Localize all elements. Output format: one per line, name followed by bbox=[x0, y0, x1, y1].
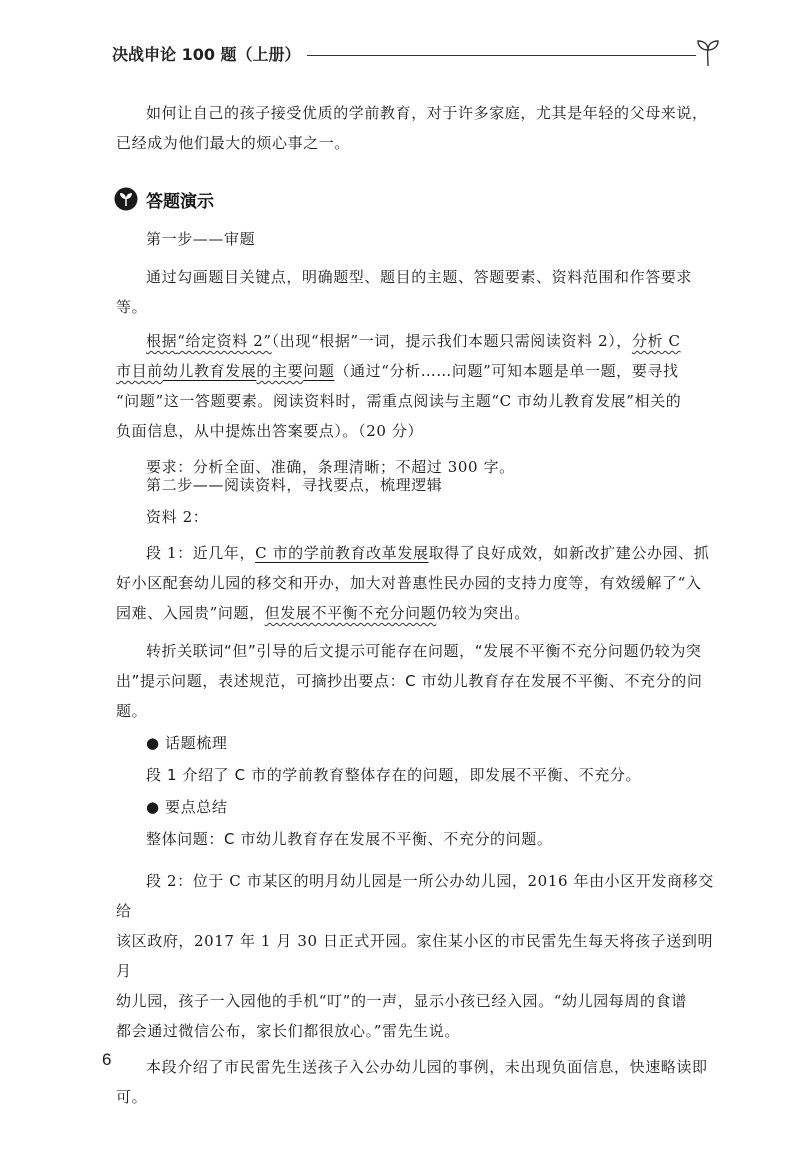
segment2-line: 该区政府，2017 年 1 月 30 日正式开园。家住某小区的市民雷先生每天将孩子送到明月 bbox=[116, 932, 714, 980]
summary-heading: ● 要点总结 bbox=[146, 798, 228, 816]
section-heading bbox=[114, 186, 214, 212]
material-label: 资料 2： bbox=[146, 508, 209, 526]
step1-heading: 第一步——审题 bbox=[146, 230, 256, 248]
keyword-material: “给定资料 2” bbox=[177, 332, 272, 350]
page-number: 6 bbox=[102, 1050, 112, 1069]
step1-line: 负面信息，从中提炼出答案要点）。（20 分） bbox=[116, 422, 424, 440]
annotation-note: （通过“分析……问题”可知本题是单一题，要寻找 bbox=[334, 362, 679, 380]
segment1-line bbox=[116, 598, 718, 628]
keyword-problem: 问题 bbox=[303, 362, 335, 380]
segment2-line: 幼儿园，孩子一入园他的手机“叮”的一声，显示小孩已经入园。“幼儿园每周的食谱 bbox=[116, 992, 687, 1010]
segment2-line: 都会通过微信公布，家长们都很放心。”雷先生说。 bbox=[116, 1022, 460, 1040]
intro-line: 如何让自己的孩子接受优质的学前教育，对于许多家庭，尤其是年轻的父母来说， bbox=[146, 104, 708, 122]
book-title: 决战申论 100 题（上册） bbox=[112, 42, 307, 65]
step1-paragraph: 通过勾画题目关键点，明确题型、题目的主题、答题要素、资料范围和作答要求等。 bbox=[116, 268, 693, 316]
segment1-keyword: 但发展不平衡不充分问题 bbox=[264, 604, 437, 622]
segment1-text: 仍较为突出。 bbox=[436, 604, 530, 622]
section-title: 答题演示 bbox=[146, 191, 214, 212]
running-header bbox=[112, 38, 722, 70]
topic-text: 段 1 介绍了 C 市的学前教育整体存在的问题，即发展不平衡、不充分。 bbox=[146, 766, 642, 784]
annotation-note: （出现“根据”一词，提示我们本题只需阅读资料 2）， bbox=[271, 332, 632, 350]
segment2-analysis: 本段介绍了市民雷先生送孩子入公办幼儿园的事例，未出现负面信息，快速略读即可。 bbox=[116, 1058, 708, 1106]
step2-block bbox=[116, 470, 718, 1112]
keyword-basis: 根据 bbox=[146, 332, 178, 350]
keyword-analyze: 分析 C bbox=[631, 332, 681, 350]
step1-block bbox=[116, 224, 718, 482]
intro-paragraph bbox=[116, 98, 718, 158]
segment1-line bbox=[116, 538, 718, 568]
step1-line: “问题”这一答题要素。阅读资料时，需重点阅读与主题“C 市幼儿教育发展”相关的 bbox=[116, 392, 682, 410]
segment2-line: 段 2：位于 C 市某区的明月幼儿园是一所公办幼儿园，2016 年由小区开发商移交给 bbox=[116, 872, 714, 920]
segment1-keyword: C 市的学前教育改革发展 bbox=[255, 544, 429, 562]
segment1-line: 好小区配套幼儿园的移交和开办，加大对普惠性民办园的支持力度等，有效缓解了“入 bbox=[116, 574, 702, 592]
leaf-badge-icon bbox=[114, 187, 138, 211]
sprout-icon bbox=[694, 38, 722, 68]
segment1-text: 园难、入园贵”问题， bbox=[116, 604, 265, 622]
keyword-city: 市目前 bbox=[116, 362, 163, 380]
segment1-text: 段 1：近几年， bbox=[146, 544, 256, 562]
analysis-line: 转折关联词“但”引导的后文提示可能存在问题，“发展不平衡不充分问题仍较为突 bbox=[146, 642, 702, 660]
summary-text: 整体问题：C 市幼儿教育存在发展不平衡、不充分的问题。 bbox=[146, 830, 553, 848]
segment1-text: 取得了良好成效，如新改扩建公办园、抓 bbox=[428, 544, 710, 562]
topic-heading: ● 话题梳理 bbox=[146, 734, 228, 752]
keyword-topic: 幼儿教育发展 bbox=[162, 362, 257, 380]
header-rule bbox=[298, 55, 696, 56]
step2-heading: 第二步——阅读资料，寻找要点，梳理逻辑 bbox=[146, 476, 443, 494]
step1-requirement: 要求：分析全面、准确，条理清晰；不超过 300 字。 bbox=[146, 458, 515, 476]
analysis-line: 出”提示问题，表述规范，可摘抄出要点：C 市幼儿教育存在发展不平衡、不充分的问题。 bbox=[116, 672, 703, 720]
intro-line: 已经成为他们最大的烦心事之一。 bbox=[116, 134, 351, 152]
step1-annotated-line bbox=[116, 326, 718, 356]
keyword-main: 的主要 bbox=[256, 362, 304, 380]
step1-annotated-line bbox=[116, 356, 718, 386]
